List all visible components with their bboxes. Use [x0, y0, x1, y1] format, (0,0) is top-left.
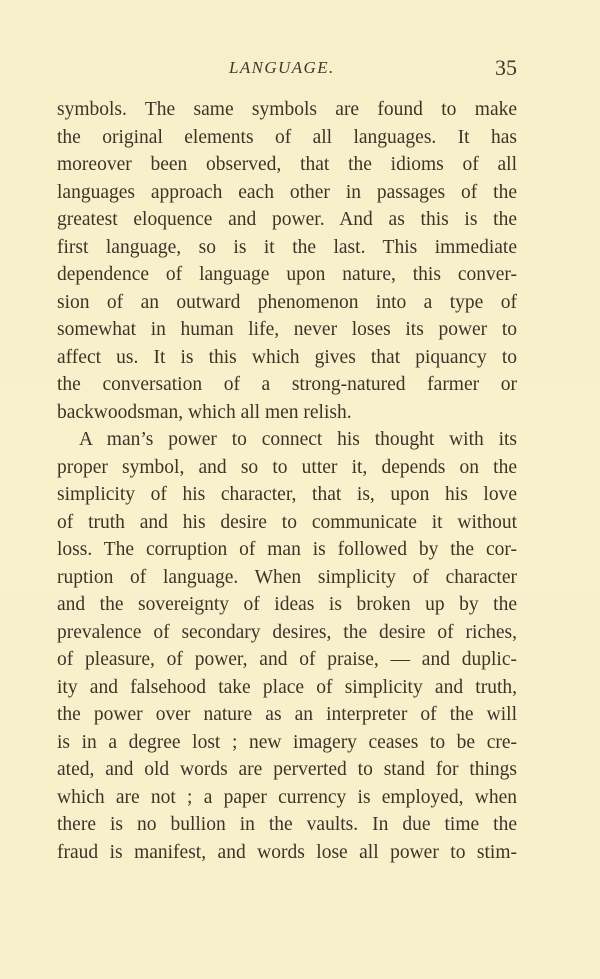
text-line: A man’s power to connect his thought with its — [79, 429, 517, 450]
text-line: moreover been observed, that the idioms of all — [57, 154, 517, 175]
text-line: which are not ; a paper currency is employed, when — [57, 786, 517, 808]
text-line: ated, and old words are perverted to stand for things — [57, 759, 517, 780]
text-line: first language, so is it the last. This immediate — [57, 236, 517, 258]
running-head — [57, 55, 517, 84]
text-line: backwoodsman, which all men relish. — [57, 401, 352, 423]
text-line: languages approach each other in passages of the — [57, 181, 517, 203]
text-line: ruption of language. When simplicity of character — [57, 566, 517, 588]
text-line: the conversation of a strong-natured farmer or — [57, 374, 517, 395]
running-title: LANGUAGE. — [229, 58, 335, 77]
paragraph — [57, 96, 517, 426]
text-line: and the sovereignty of ideas is broken up by the — [57, 594, 517, 615]
text-line: symbols. The same symbols are found to make — [57, 99, 517, 120]
text-line: proper symbol, and so to utter it, depends on the — [57, 456, 517, 478]
paragraph — [57, 426, 517, 866]
text-line: somewhat in human life, never loses its power to — [57, 319, 517, 340]
text-line: the original elements of all languages. It has — [57, 126, 517, 148]
text-line: affect us. It is this which gives that piquancy to — [57, 346, 517, 368]
text-line: dependence of language upon nature, this conver- — [57, 264, 517, 285]
text-line: fraud is manifest, and words lose all power to stim- — [57, 841, 517, 863]
text-line: loss. The corruption of man is followed by the cor- — [57, 539, 517, 560]
page-number: 35 — [495, 55, 517, 80]
text-line: prevalence of secondary desires, the desire of riches, — [57, 621, 517, 643]
text-line: greatest eloquence and power. And as this is the — [57, 209, 517, 230]
text-line: simplicity of his character, that is, upon his love — [57, 484, 517, 505]
text-line: of pleasure, of power, and of praise, — and duplic- — [57, 649, 517, 670]
body-text — [57, 96, 517, 866]
text-line: the power over nature as an interpreter of the will — [57, 704, 517, 725]
text-line: sion of an outward phenomenon into a type of — [57, 291, 517, 313]
text-line: is in a degree lost ; new imagery ceases to be cre- — [57, 731, 517, 753]
text-line: ity and falsehood take place of simplicity and truth, — [57, 676, 517, 698]
text-line: of truth and his desire to communicate it without — [57, 511, 517, 533]
text-line: there is no bullion in the vaults. In due time the — [57, 814, 517, 835]
